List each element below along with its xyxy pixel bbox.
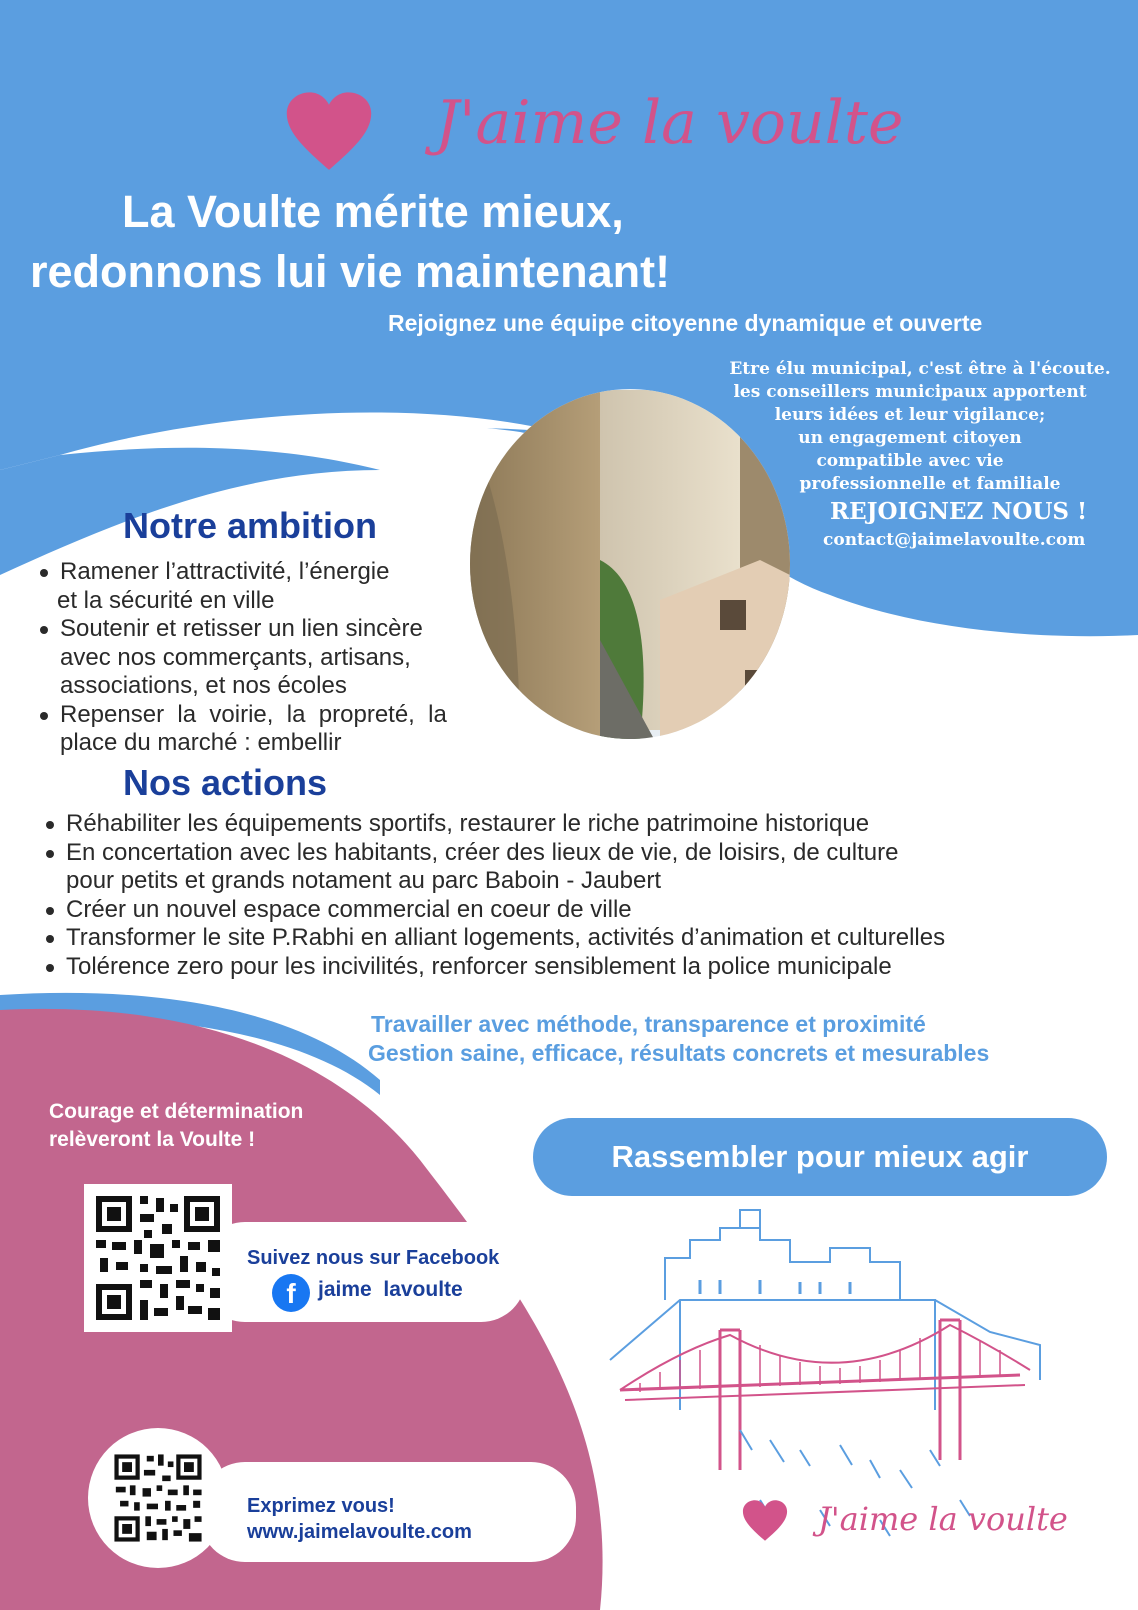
- list-item: Réhabiliter les équipements sportifs, restaurer le riche patrimoine historique: [66, 810, 1138, 839]
- actions-list: [40, 810, 1138, 981]
- website-text: Exprimez vous! www.jaimelavoulte.com: [247, 1495, 472, 1543]
- engagement-line: un engagement citoyen: [798, 428, 1022, 448]
- engagement-line: Etre élu municipal, c'est être à l'écoute.: [729, 359, 1111, 379]
- heart-icon: [285, 92, 373, 172]
- title-line-1: La Voulte mérite mieux,: [122, 186, 624, 237]
- list-item: En concertation avec les habitants, créer des lieux de vie, de loisirs, de culture pour petits et grands notament au parc Baboin - Jaubert: [66, 839, 1138, 896]
- method-statement: [368, 1010, 989, 1068]
- ambition-heading: Notre ambition: [123, 505, 378, 546]
- courage-statement: Courage et détermination relèveront la Voulte !: [49, 1100, 304, 1151]
- website-qr-code[interactable]: [88, 1428, 228, 1568]
- method-line-2: Gestion saine, efficace, résultats concrets et mesurables: [368, 1040, 990, 1066]
- facebook-qr-code[interactable]: [84, 1184, 232, 1332]
- actions-heading: Nos actions: [123, 762, 328, 803]
- facebook-icon: f: [272, 1274, 310, 1312]
- join-us-cta: REJOIGNEZ NOUS !: [830, 498, 1088, 525]
- website-link[interactable]: www.jaimelavoulte.com: [247, 1521, 472, 1543]
- list-item: Tolérence zero pour les incivilités, renforcer sensiblement la police municipale: [66, 953, 1138, 982]
- list-item: Transformer le site P.Rabhi en alliant logements, activités d’animation et culturelles: [66, 924, 1138, 953]
- list-item: Repenser la voirie, la propreté, la place du marché : embellir: [60, 701, 560, 758]
- engagement-line: les conseillers municipaux apportent: [733, 382, 1087, 402]
- page-title: [0, 182, 1138, 302]
- rally-banner: Rassembler pour mieux agir: [533, 1118, 1107, 1196]
- ambition-list: [34, 558, 560, 758]
- engagement-line: professionnelle et familiale: [799, 474, 1061, 494]
- facebook-heading: Suivez nous sur Facebook: [247, 1247, 500, 1269]
- contact-email[interactable]: contact@jaimelavoulte.com: [823, 530, 1086, 550]
- list-item: Soutenir et retisser un lien sincère avec nos commerçants, artisans, associations, et nos écoles: [60, 615, 560, 701]
- method-line-1: Travailler avec méthode, transparence et proximité: [371, 1011, 926, 1037]
- qr-code-icon: [106, 1446, 210, 1550]
- facebook-handle[interactable]: jaime lavoulte: [318, 1278, 463, 1301]
- facebook-card[interactable]: [200, 1222, 526, 1322]
- title-line-2: redonnons lui vie maintenant!: [30, 246, 671, 297]
- town-bridge-drawing: [610, 1210, 1040, 1536]
- heart-icon: [742, 1500, 788, 1542]
- list-item: Créer un nouvel espace commercial en coeur de ville: [66, 896, 1138, 925]
- brand-logo-text-small: J'aime la voulte: [818, 1500, 1068, 1538]
- engagement-text: [680, 358, 1138, 496]
- subtitle: Rejoignez une équipe citoyenne dynamique et ouverte: [388, 310, 983, 336]
- list-item: Ramener l’attractivité, l’énergie et la sécurité en ville: [60, 558, 560, 615]
- engagement-line: compatible avec vie: [816, 451, 1004, 471]
- qr-code-icon: [84, 1184, 232, 1332]
- brand-logo-text: J'aime la voulte: [435, 88, 904, 158]
- engagement-line: leurs idées et leur vigilance;: [774, 405, 1046, 425]
